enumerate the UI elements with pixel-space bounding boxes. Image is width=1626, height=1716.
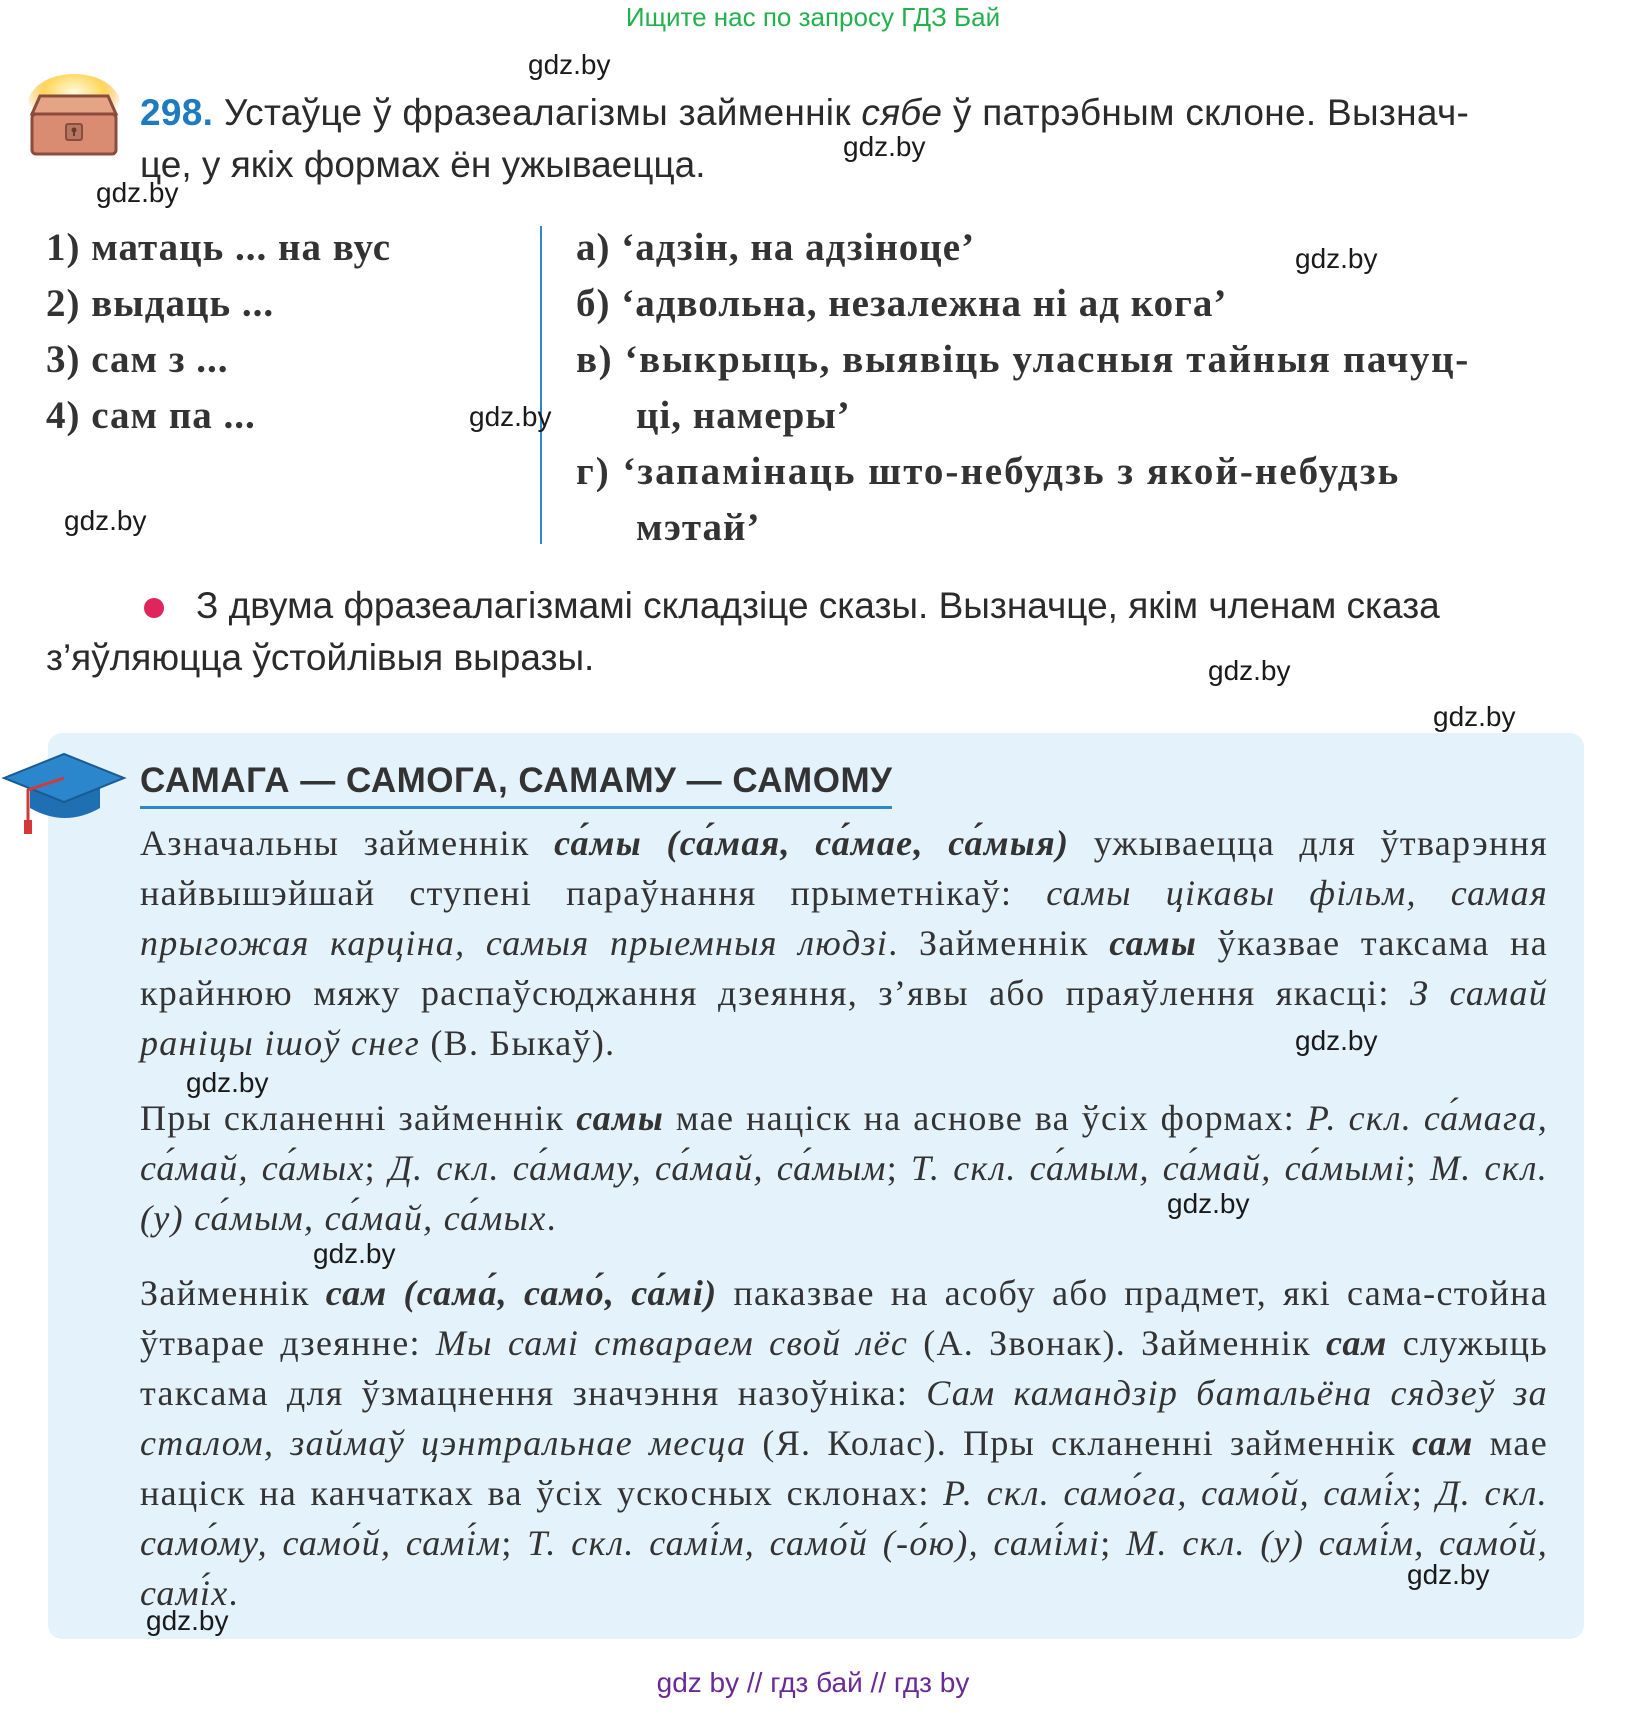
rule-example: М. скл. (у) самі́м, само́й, самі́х — [140, 1523, 1549, 1613]
meaning-item: б) ‘адвольна, незалежна ні ад кога’ — [576, 282, 1228, 325]
meaning-item: г) ‘запамінаць што-небудзь з якой-небудзь — [576, 450, 1401, 493]
graduation-cap-icon — [0, 742, 130, 838]
bullet-text-line2: з’яўляюцца ўстойлівыя выразы. — [46, 637, 595, 678]
rule-example: Д. скл. са́маму, са́май, са́мым — [388, 1148, 887, 1188]
bullet-text: З двума фразеалагізмамі складзіце сказы. Вызначце, якім членам сказа — [196, 585, 1440, 626]
watermark: gdz.by — [146, 1605, 229, 1636]
meaning-item-cont: ці, намеры’ — [636, 394, 851, 437]
task-number: 298. — [140, 92, 214, 133]
rule-title: САМАГА — САМОГА, САМАМУ — САМОМУ — [140, 758, 892, 809]
task-text-line2: це, у якіх формах ён ужываецца. — [140, 144, 706, 185]
rule-example: Р. скл. са́мага, са́май, са́мых — [140, 1098, 1549, 1188]
rule-text: ; — [364, 1148, 389, 1188]
meaning-item: в) ‘выкрыць, выявіць уласныя тайныя пачуц- — [576, 338, 1470, 381]
footer: gdz by // гдз бай // гдз by — [656, 1667, 970, 1698]
phrase-item: 2) выдаць ... — [46, 282, 275, 325]
watermark: gdz.by — [64, 505, 147, 536]
rule-text: . — [228, 1573, 239, 1613]
rule-example: Т. скл. са́мым, са́май, са́мымі — [910, 1148, 1406, 1188]
rule-text: служыць таксама для ўзмацнення значэння назоўніка: — [140, 1323, 1549, 1413]
rule-text: ужываецца для ўтварэння найвышэйшай ступені параўнання прыметнікаў: — [140, 823, 1548, 913]
rule-text: ; — [886, 1148, 911, 1188]
rule-text: ўказвае таксама на крайнюю мяжу распаўсюджання дзеяння, з’явы або праяўлення якасці: — [140, 923, 1548, 1013]
task-text: Устаўце ў фразеалагізмы займеннік — [223, 92, 862, 133]
top-banner: Ищите нас по запросу ГДЗ Бай — [625, 2, 1001, 32]
rule-keyword: сам (сама́, само́, са́мі) — [325, 1273, 718, 1313]
rule-text: ; — [501, 1523, 528, 1563]
rule-text: . Займеннік — [888, 923, 1110, 963]
rule-example: Мы самі ствараем свой лёс — [435, 1323, 909, 1363]
column-divider — [540, 226, 542, 544]
rule-example: Д. скл. само́му, само́й, самі́м — [140, 1473, 1548, 1563]
watermark: gdz.by — [469, 401, 552, 432]
rule-example: З самай раніцы ішоў снег — [140, 973, 1548, 1063]
rule-text: мае націск на канчатках ва ўсіх ускосных склонах: — [140, 1423, 1548, 1513]
rule-text: Займеннік — [140, 1273, 326, 1313]
rule-keyword: са́мы (са́мая, са́мае, са́мыя) — [554, 823, 1070, 863]
task-text-end: ў патрэбным склоне. Вызнач- — [942, 92, 1470, 133]
rule-text: Азначальны займеннік — [140, 823, 555, 863]
watermark: gdz.by — [843, 131, 926, 162]
rule-keyword: сам — [1411, 1423, 1474, 1463]
rule-example: самы цікавы фільм, самая прыгожая карціна, самыя прыемныя людзі — [140, 873, 1548, 963]
rule-text: паказвае на асобу або прадмет, які сама-стойна ўтварае дзеянне: — [140, 1273, 1549, 1363]
phrase-item: 3) сам з ... — [46, 338, 229, 381]
treasure-chest-icon — [26, 68, 122, 164]
meaning-item: а) ‘адзін, на адзіноце’ — [576, 226, 976, 269]
watermark: gdz.by — [186, 1067, 269, 1098]
watermark: gdz.by — [1433, 701, 1516, 732]
rule-text: ; — [1100, 1523, 1127, 1563]
meaning-item-cont: мэтай’ — [636, 506, 761, 549]
rule-keyword: самы — [1109, 923, 1198, 963]
rule-paragraph-3 — [140, 1268, 1548, 1618]
watermark: gdz.by — [1295, 1025, 1378, 1056]
rule-example: Т. скл. самі́м, само́й (-о́ю), самі́мі — [527, 1523, 1101, 1563]
bullet-icon — [144, 598, 164, 618]
rule-paragraph-2 — [140, 1093, 1548, 1243]
task-keyword: сябе — [861, 92, 943, 133]
rule-text: . — [546, 1198, 557, 1238]
rule-keyword: сам — [1326, 1323, 1388, 1363]
rule-text: ; — [1411, 1473, 1437, 1513]
watermark: gdz.by — [528, 49, 611, 80]
watermark: gdz.by — [96, 177, 179, 208]
rule-text: Пры скланенні займеннік — [140, 1098, 577, 1138]
rule-text: (Я. Колас). Пры скланенні займеннік — [746, 1423, 1412, 1463]
watermark: gdz.by — [1407, 1559, 1490, 1590]
rule-text: мае націск на аснове ва ўсіх формах: — [664, 1098, 1307, 1138]
watermark: gdz.by — [1167, 1188, 1250, 1219]
phrase-item: 1) матаць ... на вус — [46, 226, 392, 269]
phrase-list — [46, 220, 526, 550]
watermark: gdz.by — [1208, 655, 1291, 686]
rule-example: Сам камандзір батальёна сядзеў за сталом, займаў цэнтральнае месца — [140, 1373, 1548, 1463]
rule-keyword: самы — [576, 1098, 665, 1138]
rule-example: М. скл. (у) са́мым, са́май, са́мых — [140, 1148, 1548, 1238]
rule-text: (В. Быкаў). — [420, 1023, 616, 1063]
watermark: gdz.by — [1295, 243, 1378, 274]
meaning-list — [576, 220, 1586, 550]
phrase-item: 4) сам па ... — [46, 394, 256, 437]
rule-text: (А. Звонак). Займеннік — [908, 1323, 1326, 1363]
rule-example: Р. скл. само́га, само́й, самі́х — [943, 1473, 1412, 1513]
watermark: gdz.by — [313, 1238, 396, 1269]
rule-text: ; — [1405, 1148, 1431, 1188]
